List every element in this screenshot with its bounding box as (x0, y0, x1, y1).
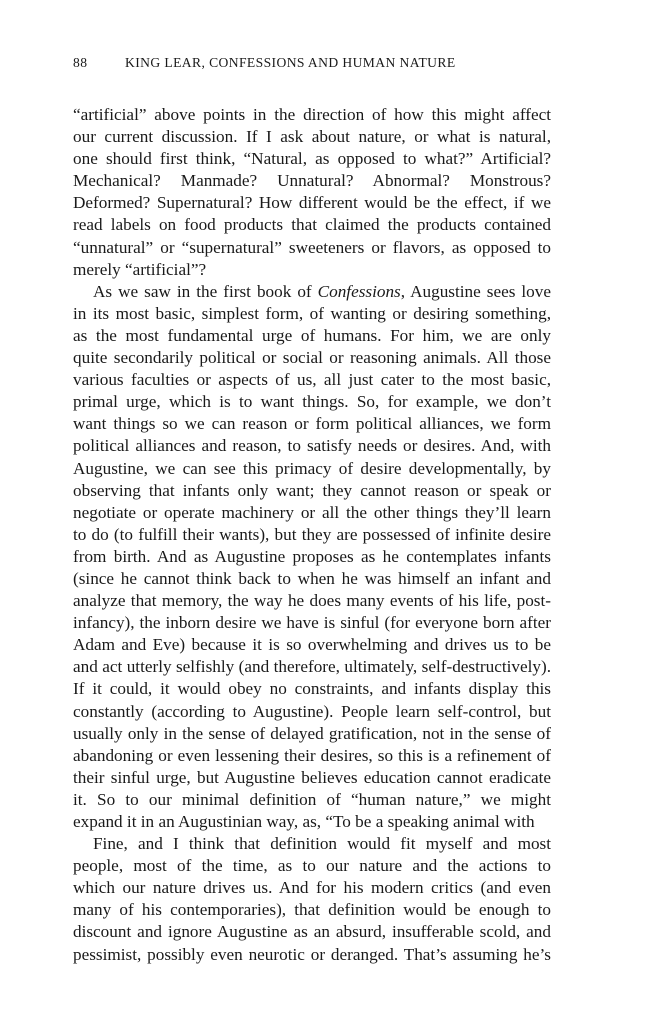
page-number: 88 (73, 55, 88, 70)
text-line: quite secondarily political or social or reasoning animals. All those (73, 348, 551, 368)
text-line: and act utterly selfishly (and therefore, ultimately, self-destructively). (73, 657, 551, 677)
text-line: read labels on food products that claimed the products contained (73, 215, 551, 235)
paragraph-2 (73, 281, 551, 833)
text-line: which our nature drives us. And for his modern critics (and even (73, 878, 551, 898)
text-line: “artificial” above points in the direction of how this might affect (73, 105, 551, 124)
text-line: in its most basic, simplest form, of wanting or desiring something, (73, 303, 551, 323)
text-line: it. So to our minimal definition of “human nature,” we might (73, 789, 551, 809)
text-line: Deformed? Supernatural? How different would be the effect, if we (73, 193, 551, 213)
text-line: Adam and Eve) because it is so overwhelming and drives us to be (73, 635, 551, 655)
text-line: discount and ignore Augustine as an absurd, insufferable scold, and (73, 922, 551, 942)
text-line: (since he cannot think back to when he was himself an infant and (73, 568, 551, 588)
book-title-italic: Confessions (317, 281, 401, 301)
text-line: one should first think, “Natural, as opposed to what?” Artificial? (73, 149, 551, 169)
text-line (73, 281, 551, 303)
text-line: many of his contemporaries), that definition would be enough to (73, 900, 551, 920)
text-line: merely “artificial”? (73, 259, 207, 279)
text-line: various faculties or aspects of us, all just cater to the most basic, (73, 370, 551, 390)
text-line: If it could, it would obey no constraints, and infants display this (73, 679, 551, 699)
text-line: negotiate or operate machinery or all the other things they’ll learn (73, 502, 551, 522)
text-line: analyze that memory, the way he does many events of his life, post- (73, 591, 551, 611)
text-line: people, most of the time, as to our nature and the actions to (73, 856, 551, 876)
text-line: “unnatural” or “supernatural” sweeteners or flavors, as opposed to (73, 237, 551, 257)
text-line: primal urge, which is to want things. So, for example, we don’t (73, 392, 551, 412)
text-line: political alliances and reason, to satisfy needs or desires. And, with (73, 436, 551, 456)
running-title: KING LEAR, CONFESSIONS AND HUMAN NATURE (125, 55, 456, 70)
text-line: from birth. And as Augustine proposes as he contemplates infants (73, 546, 551, 566)
text-line: as the most fundamental urge of humans. For him, we are only (73, 325, 551, 345)
text-run: , Augustine sees love (400, 281, 551, 301)
text-line: infancy), the inborn desire we have is sinful (for everyone born after (73, 613, 551, 633)
text-line: abandoning or even lessening their desires, so this is a refinement of (73, 745, 551, 765)
text-line: their sinful urge, but Augustine believes education cannot eradicate (73, 767, 551, 787)
text-line: pessimist, possibly even neurotic or deranged. That’s assuming he’s (73, 944, 551, 964)
text-line: Augustine, we can see this primacy of desire developmentally, by (73, 458, 551, 478)
text-line: to do (to fulfill their wants), but they are possessed of infinite desire (73, 524, 551, 544)
text-line: Fine, and I think that definition would fit myself and most (93, 834, 551, 854)
text-line: constantly (according to Augustine). People learn self-control, but (73, 701, 551, 721)
paragraph-1 (73, 104, 551, 281)
text-line: observing that infants only want; they cannot reason or speak or (73, 480, 551, 500)
text-run: As we saw in the first book of (93, 281, 318, 301)
body-text (73, 104, 551, 966)
paragraph-3 (73, 833, 551, 966)
text-line: Mechanical? Manmade? Unnatural? Abnormal? Monstrous? (73, 171, 551, 191)
text-line: usually only in the sense of delayed gratification, not in the sense of (73, 723, 551, 743)
text-line: our current discussion. If I ask about nature, or what is natural, (73, 127, 551, 147)
running-head (73, 53, 573, 73)
text-line: expand it in an Augustinian way, as, “To be a speaking animal with (73, 812, 535, 831)
text-line: want things so we can reason or form political alliances, we form (73, 414, 551, 434)
